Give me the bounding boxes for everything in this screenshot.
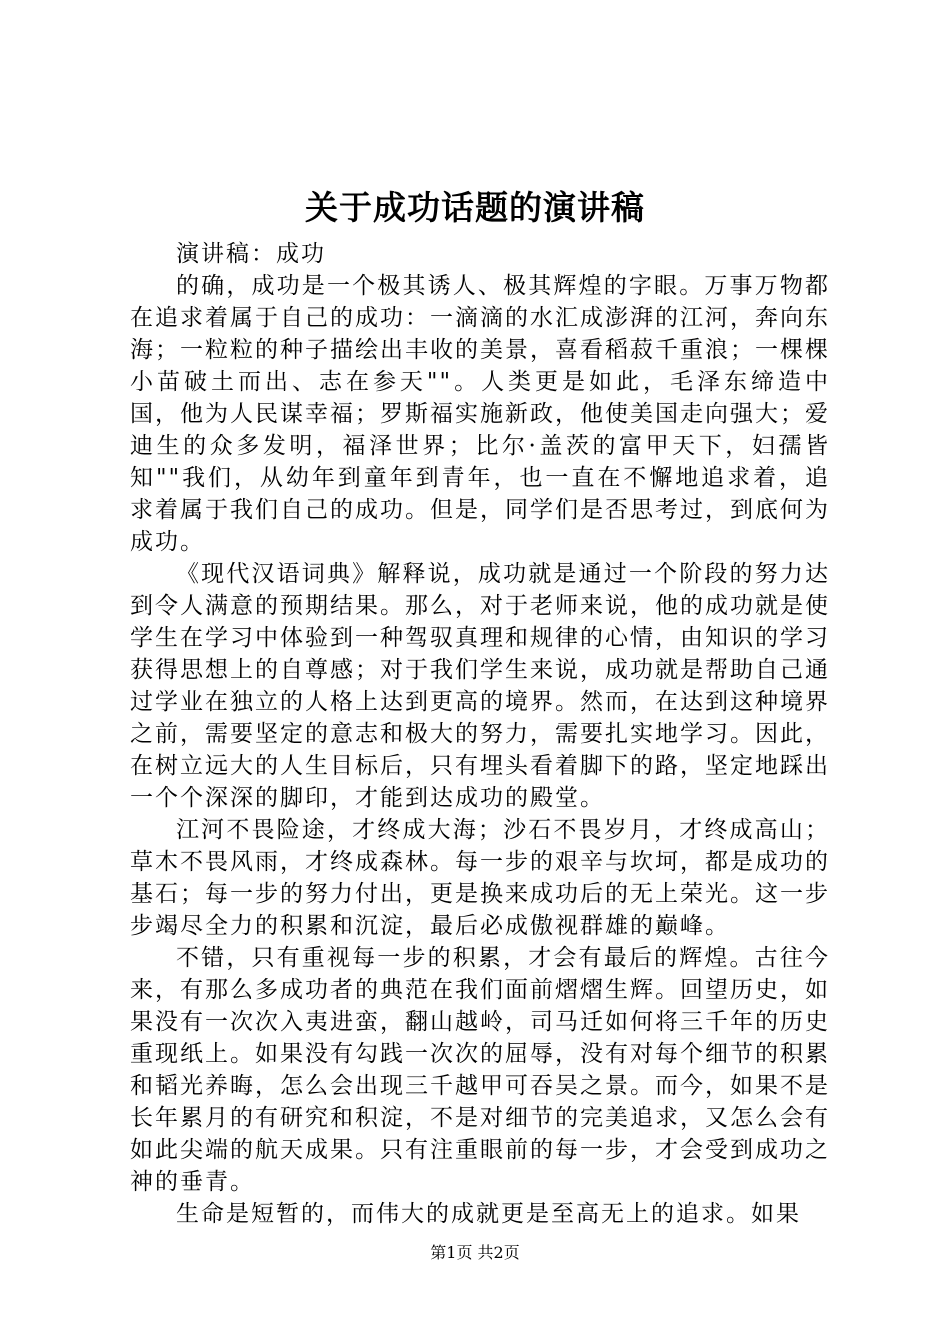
paragraph: 生命是短暂的，而伟大的成就更是至高无上的追求。如果: [176, 1201, 801, 1227]
paragraph: 《现代汉语词典》解释说，成功就是通过一个阶段的努力达到令人满意的预期结果。那么，对于老师来说，他的成功就是使学生在学习中体验到一种驾驭真理和规律的心情，由知识的学习获得思想上的自尊感；对于我们学生来说，成功就是帮助自己通过学业在独立的人格上达到更高的境界。然而，在达到这种境界之前，需要坚定的意志和极大的努力，需要扎实地学习。因此，在树立远大的人生目标后，只有埋头看着脚下的路，坚定地踩出一个个深深的脚印，才能到达成功的殿堂。: [130, 561, 830, 811]
document-title: 关于成功话题的演讲稿: [305, 188, 645, 227]
paragraph: 江河不畏险途，才终成大海；沙石不畏岁月，才终成高山；草木不畏风雨，才终成森林。每一步的艰辛与坎坷，都是成功的基石；每一步的努力付出，更是换来成功后的无上荣光。这一步步竭尽全力的积累和沉淀，最后必成傲视群雄的巅峰。: [130, 817, 830, 939]
paragraph: 不错，只有重视每一步的积累，才会有最后的辉煌。古往今来，有那么多成功者的典范在我们面前熠熠生辉。回望历史，如果没有一次次入夷进蛮，翻山越岭，司马迁如何将三千年的历史重现纸上。如果没有勾践一次次的屈辱，没有对每个细节的积累和韬光养晦，怎么会出现三千越甲可吞吴之景。而今，如果不是长年累月的有研究和积淀，不是对细节的完美追求，又怎么会有如此尖端的航天成果。只有注重眼前的每一步，才会受到成功之神的垂青。: [130, 945, 830, 1195]
paragraph-subtitle: 演讲稿：成功: [176, 241, 326, 267]
document-body: [130, 238, 830, 1230]
page-footer: 第1页 共2页: [430, 1243, 520, 1262]
paragraph: 的确，成功是一个极其诱人、极其辉煌的字眼。万事万物都在追求着属于自己的成功：一滴滴的水汇成澎湃的江河，奔向东海；一粒粒的种子描绘出丰收的美景，喜看稻菽千重浪；一棵棵小苗破土而出、志在参天""。人类更是如此，毛泽东缔造中国，他为人民谋幸福；罗斯福实施新政，他使美国走向强大；爱迪生的众多发明，福泽世界；比尔·盖茨的富甲天下，妇孺皆知""我们，从幼年到童年到青年，也一直在不懈地追求着，追求着属于我们自己的成功。但是，同学们是否思考过，到底何为成功。: [130, 273, 830, 555]
